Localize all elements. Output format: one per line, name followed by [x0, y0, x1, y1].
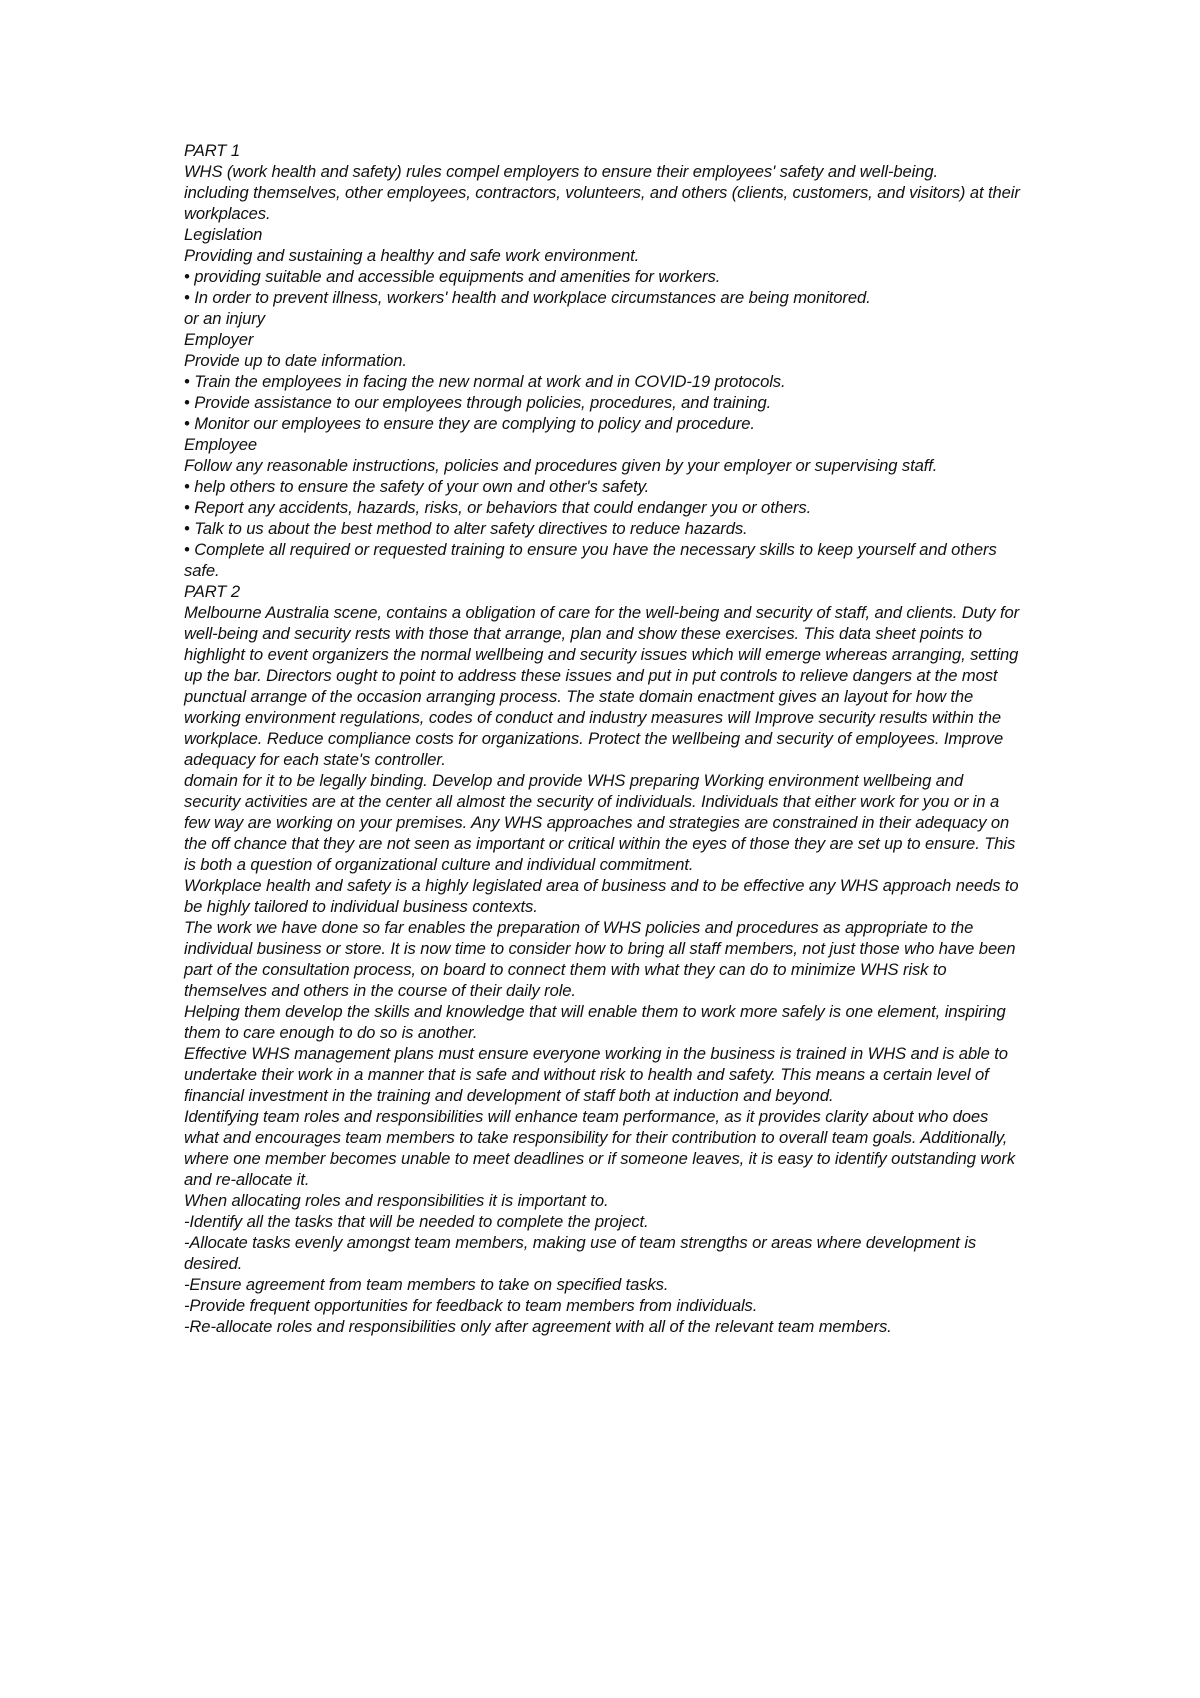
- list-item: -Allocate tasks evenly amongst team members, making use of team strengths or areas where development is desired.: [184, 1233, 977, 1273]
- list-item: -Provide frequent opportunities for feedback to team members from individuals.: [184, 1296, 758, 1315]
- paragraph: The work we have done so far enables the preparation of WHS policies and procedures as appropriate to the individual business or store. It is now time to consider how to bring all staff members, not just those who have been part of the consultation process, on board to connect them with what they can do to minimize WHS risk to themselves and others in the course of their daily role.: [184, 918, 1016, 1000]
- paragraph: or an injury: [184, 309, 265, 328]
- section-heading-legislation: Legislation: [184, 225, 263, 244]
- paragraph: Provide up to date information.: [184, 351, 407, 370]
- bullet-item: • Complete all required or requested training to ensure you have the necessary skills to keep yourself and others safe.: [184, 540, 997, 580]
- section-heading-employer: Employer: [184, 330, 254, 349]
- list-item: -Identify all the tasks that will be needed to complete the project.: [184, 1212, 649, 1231]
- part2-heading: PART 2: [184, 582, 240, 601]
- paragraph: Helping them develop the skills and knowledge that will enable them to work more safely is one element, inspiring them to care enough to do so is another.: [184, 1002, 1006, 1042]
- bullet-item: • In order to prevent illness, workers' health and workplace circumstances are being monitored.: [184, 288, 871, 307]
- document-body: [184, 140, 1024, 1337]
- paragraph: including themselves, other employees, contractors, volunteers, and others (clients, customers, and visitors) at their workplaces.: [184, 183, 1020, 223]
- paragraph: domain for it to be legally binding. Develop and provide WHS preparing Working environment wellbeing and security activities are at the center all almost the security of individuals. Individuals that either work for you or in a few way are working on your premises. Any WHS approaches and strategies are constrained in their adequacy on the off chance that they are not seen as important or critical within the eyes of those they are set up to ensure. This is both a question of organizational culture and individual commitment.: [184, 771, 1016, 874]
- bullet-item: • Provide assistance to our employees through policies, procedures, and training.: [184, 393, 772, 412]
- bullet-item: • Monitor our employees to ensure they are complying to policy and procedure.: [184, 414, 755, 433]
- paragraph: Effective WHS management plans must ensure everyone working in the business is trained in WHS and is able to undertake their work in a manner that is safe and without risk to health and safety. This means a certain level of financial investment in the training and development of staff both at induction and beyond.: [184, 1044, 1008, 1105]
- bullet-item: • help others to ensure the safety of your own and other's safety.: [184, 477, 650, 496]
- paragraph: Identifying team roles and responsibilities will enhance team performance, as it provides clarity about who does what and encourages team members to take responsibility for their contribution to overall team goals. Additionally, where one member becomes unable to meet deadlines or if someone leaves, it is easy to identify outstanding work and re-allocate it.: [184, 1107, 1016, 1189]
- bullet-item: • Report any accidents, hazards, risks, or behaviors that could endanger you or others.: [184, 498, 812, 517]
- part1-heading: PART 1: [184, 141, 240, 160]
- paragraph: Workplace health and safety is a highly legislated area of business and to be effective any WHS approach needs to be highly tailored to individual business contexts.: [184, 876, 1019, 916]
- paragraph: When allocating roles and responsibilities it is important to.: [184, 1191, 609, 1210]
- bullet-item: • providing suitable and accessible equipments and amenities for workers.: [184, 267, 721, 286]
- bullet-item: • Talk to us about the best method to alter safety directives to reduce hazards.: [184, 519, 748, 538]
- list-item: -Re-allocate roles and responsibilities only after agreement with all of the relevant team members.: [184, 1317, 892, 1336]
- paragraph: Melbourne Australia scene, contains a obligation of care for the well-being and security of staff, and clients. Duty for well-being and security rests with those that arrange, plan and show these exercises. This data sheet points to highlight to event organizers the normal wellbeing and security issues which will emerge whereas arranging, setting up the bar. Directors ought to point to address these issues and put in put controls to relieve dangers at the most punctual arrange of the occasion arranging process. The state domain enactment gives an layout for how the working environment regulations, codes of conduct and industry measures will Improve security results within the workplace. Reduce compliance costs for organizations. Protect the wellbeing and security of employees. Improve adequacy for each state's controller.: [184, 603, 1020, 769]
- paragraph: Follow any reasonable instructions, policies and procedures given by your employer or supervising staff.: [184, 456, 938, 475]
- bullet-item: • Train the employees in facing the new normal at work and in COVID-19 protocols.: [184, 372, 786, 391]
- paragraph: WHS (work health and safety) rules compel employers to ensure their employees' safety and well-being.: [184, 162, 938, 181]
- paragraph: Providing and sustaining a healthy and safe work environment.: [184, 246, 640, 265]
- list-item: -Ensure agreement from team members to take on specified tasks.: [184, 1275, 669, 1294]
- section-heading-employee: Employee: [184, 435, 257, 454]
